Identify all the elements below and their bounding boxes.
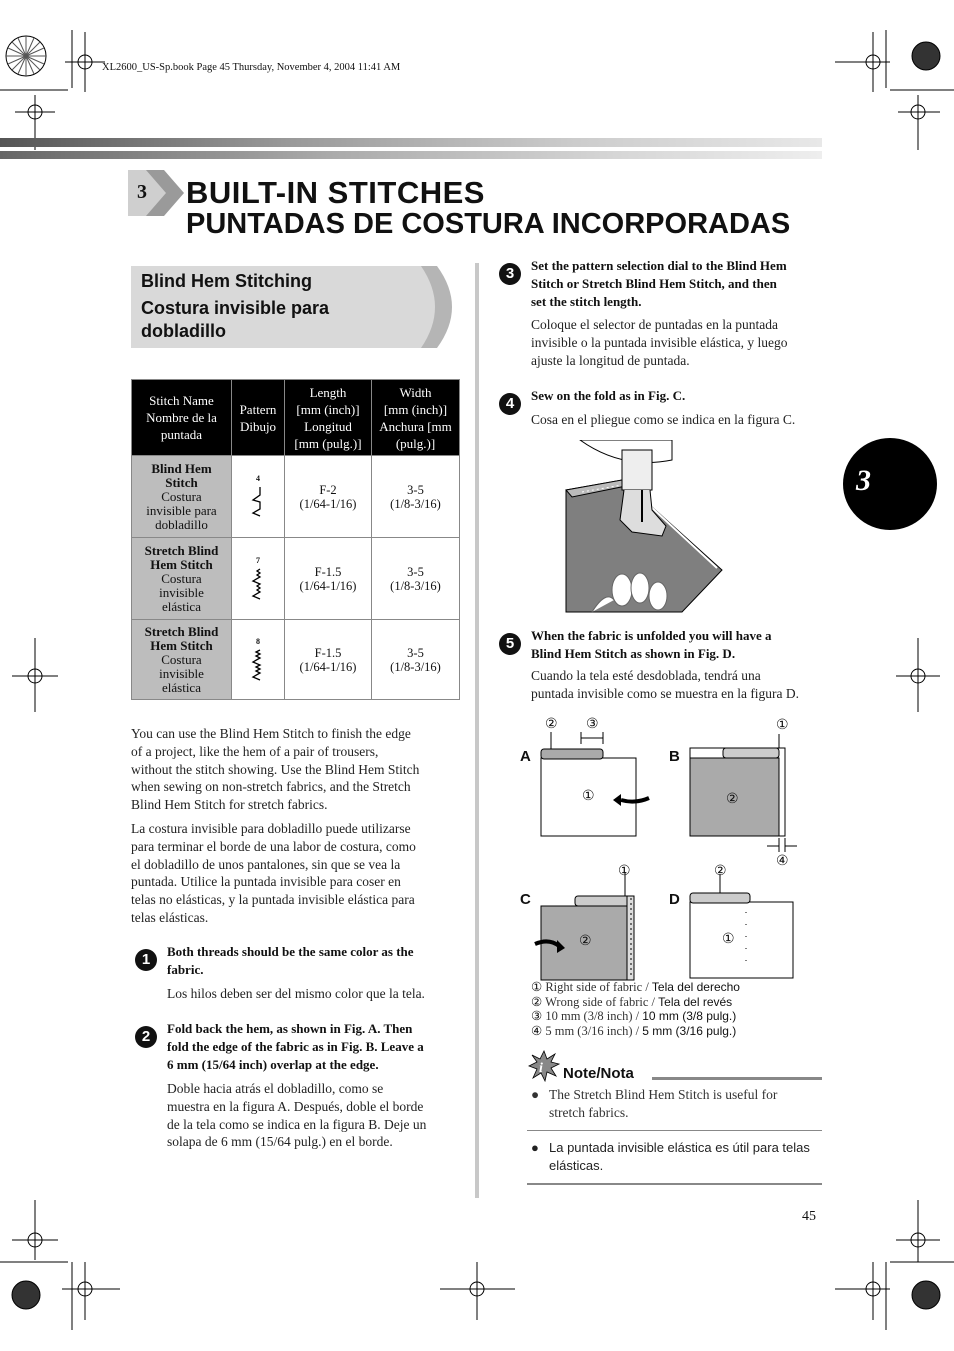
figure-label-d: D <box>669 891 680 908</box>
page-number: 45 <box>802 1209 816 1224</box>
step-5-es: Cuando la tela esté desdoblada, tendrá una puntada invisible como se muestra en la figura D. <box>531 668 800 701</box>
step-3-badge: 3 <box>499 263 521 285</box>
legend-item: ② Wrong side of fabric / Tela del revés <box>531 994 733 1009</box>
note-item-1: ● The Stretch Blind Hem Stitch is useful for stretch fabrics. <box>531 1087 778 1120</box>
step-4-es: Cosa en el pliegue como se indica en la figura C. <box>531 412 796 427</box>
step-4-badge: 4 <box>499 393 521 415</box>
col-header-pattern: Pattern Dibujo <box>232 380 285 456</box>
legend-item: ④ 5 mm (3/16 inch) / 5 mm (3/16 pulg.) <box>531 1023 737 1038</box>
step-1-es: Los hilos deben ser del mismo color que la tela. <box>167 986 425 1001</box>
table-row: Stretch Blind Hem Stitch Costura invisible elástica 8 F-1.5 (1/64-1/16) 3-5 (1/8-3/16) <box>132 620 460 700</box>
callout-c-1: ① <box>618 864 631 879</box>
legend-item: ③ 10 mm (3/8 inch) / 10 mm (3/8 pulg.) <box>531 1009 737 1023</box>
chapter-tab-number: 3 <box>856 464 871 497</box>
page-title-es: PUNTADAS DE COSTURA INCORPORADAS <box>186 208 791 240</box>
col-header-width: Width [mm (inch)] Anchura [mm (pulg.)] <box>372 380 460 456</box>
note-rule <box>652 1077 822 1080</box>
step-5-en: When the fabric is unfolded you will have a Blind Hem Stitch as shown in Fig. D. <box>531 628 772 661</box>
stretch-blind-hem-stitch-icon <box>251 649 265 681</box>
note-heading: Note/Nota <box>563 1065 634 1082</box>
intro-en: You can use the Blind Hem Stitch to finish the edge of a project, like the hem of a pair of trousers, without the stitch showing. Use the Blind Hem Stitch when sewing on non-stretch fabrics, and the Stretch Blind Hem Stitch for stretch fabrics. <box>131 726 420 813</box>
callout-b-4: ④ <box>776 854 789 869</box>
callout-c-2: ② <box>579 934 592 949</box>
step-1-en: Both threads should be the same color as the fabric. <box>167 944 414 977</box>
intro-es: La costura invisible para dobladillo puede utilizarse para terminar el borde de una labor de costura, como el dobladillo de unos pantalones, sin que se vea la puntada. Utilice la puntada invisible para coser en telas no elásticas, y la puntada invisible elástica para telas elásticas. <box>131 821 416 925</box>
step-3-en: Set the pattern selection dial to the Blind Hem Stitch or Stretch Blind Hem Stitch, and then set the stitch length. <box>531 258 787 309</box>
stitch-table <box>131 379 460 700</box>
step-3-es: Coloque el selector de puntadas en la puntada invisible o la puntada invisible elástica, y luego ajuste la longitud de puntada. <box>531 317 788 368</box>
callout-a-1: ① <box>582 789 595 804</box>
page-title-en: BUILT-IN STITCHES <box>186 175 485 210</box>
blind-hem-stitch-icon <box>251 486 265 518</box>
step-4-en: Sew on the fold as in Fig. C. <box>531 388 686 403</box>
table-row: Blind Hem Stitch Costura invisible para dobladillo 4 F-2 (1/64-1/16) 3-5 (1/8-3/16) <box>132 456 460 538</box>
section-title-en: Blind Hem Stitching <box>141 271 312 291</box>
figure-label-a: A <box>520 748 531 765</box>
step-1-badge: 1 <box>135 949 157 971</box>
print-header: XL2600_US-Sp.book Page 45 Thursday, November 4, 2004 11:41 AM <box>102 62 401 73</box>
figure-label-c: C <box>520 891 531 908</box>
col-header-name: Stitch Name Nombre de la puntada <box>132 380 232 456</box>
table-row: Stretch Blind Hem Stitch Costura invisible elástica 7 F-1.5 (1/64-1/16) 3-5 (1/8-3/16) <box>132 538 460 620</box>
column-divider <box>475 263 479 1198</box>
stretch-blind-hem-stitch-icon <box>251 568 265 600</box>
note-item-2: ● La puntada invisible elástica es útil para telas elásticas. <box>531 1140 810 1173</box>
chapter-number: 3 <box>137 181 147 203</box>
fold-figures-diagram <box>515 712 815 984</box>
step-2-badge: 2 <box>135 1026 157 1048</box>
legend-item: ① Right side of fabric / Tela del derecho <box>531 980 740 994</box>
figure-label-b: B <box>669 748 680 765</box>
callout-b-2: ② <box>726 792 739 807</box>
section-title-es-2: dobladillo <box>141 321 226 341</box>
note-divider <box>527 1130 822 1131</box>
bullet-icon: ● <box>531 1087 540 1102</box>
sewing-fold-illustration <box>562 440 734 615</box>
callout-b-1: ① <box>776 718 789 733</box>
note-bottom-rule <box>527 1183 822 1185</box>
callout-d-2: ② <box>714 864 727 879</box>
step-5-badge: 5 <box>499 633 521 655</box>
note-icon <box>528 1050 560 1082</box>
header-band-top <box>0 138 822 147</box>
svg-text:i: i <box>539 1061 543 1076</box>
step-2-es: Doble hacia atrás el dobladillo, como se muestra en la figura A. Después, doble el borde de la tela como se indica en la figura B. Deje un solapa de 6 mm (15/64 pulg.) en el borde. <box>167 1081 427 1150</box>
figure-legend <box>531 980 740 1038</box>
step-2-en: Fold back the hem, as shown in Fig. A. Then fold the edge of the fabric as in Fig. B. Leave a 6 mm (15/64 inch) overlap at the edge. <box>167 1021 424 1072</box>
callout-d-1: ① <box>722 932 735 947</box>
callout-a-3: ③ <box>586 717 599 732</box>
header-band-bottom <box>0 151 822 159</box>
section-title-es-1: Costura invisible para <box>141 298 330 318</box>
bullet-icon: ● <box>531 1140 539 1155</box>
col-header-length: Length [mm (inch)] Longitud [mm (pulg.)] <box>285 380 372 456</box>
callout-a-2: ② <box>545 717 558 732</box>
